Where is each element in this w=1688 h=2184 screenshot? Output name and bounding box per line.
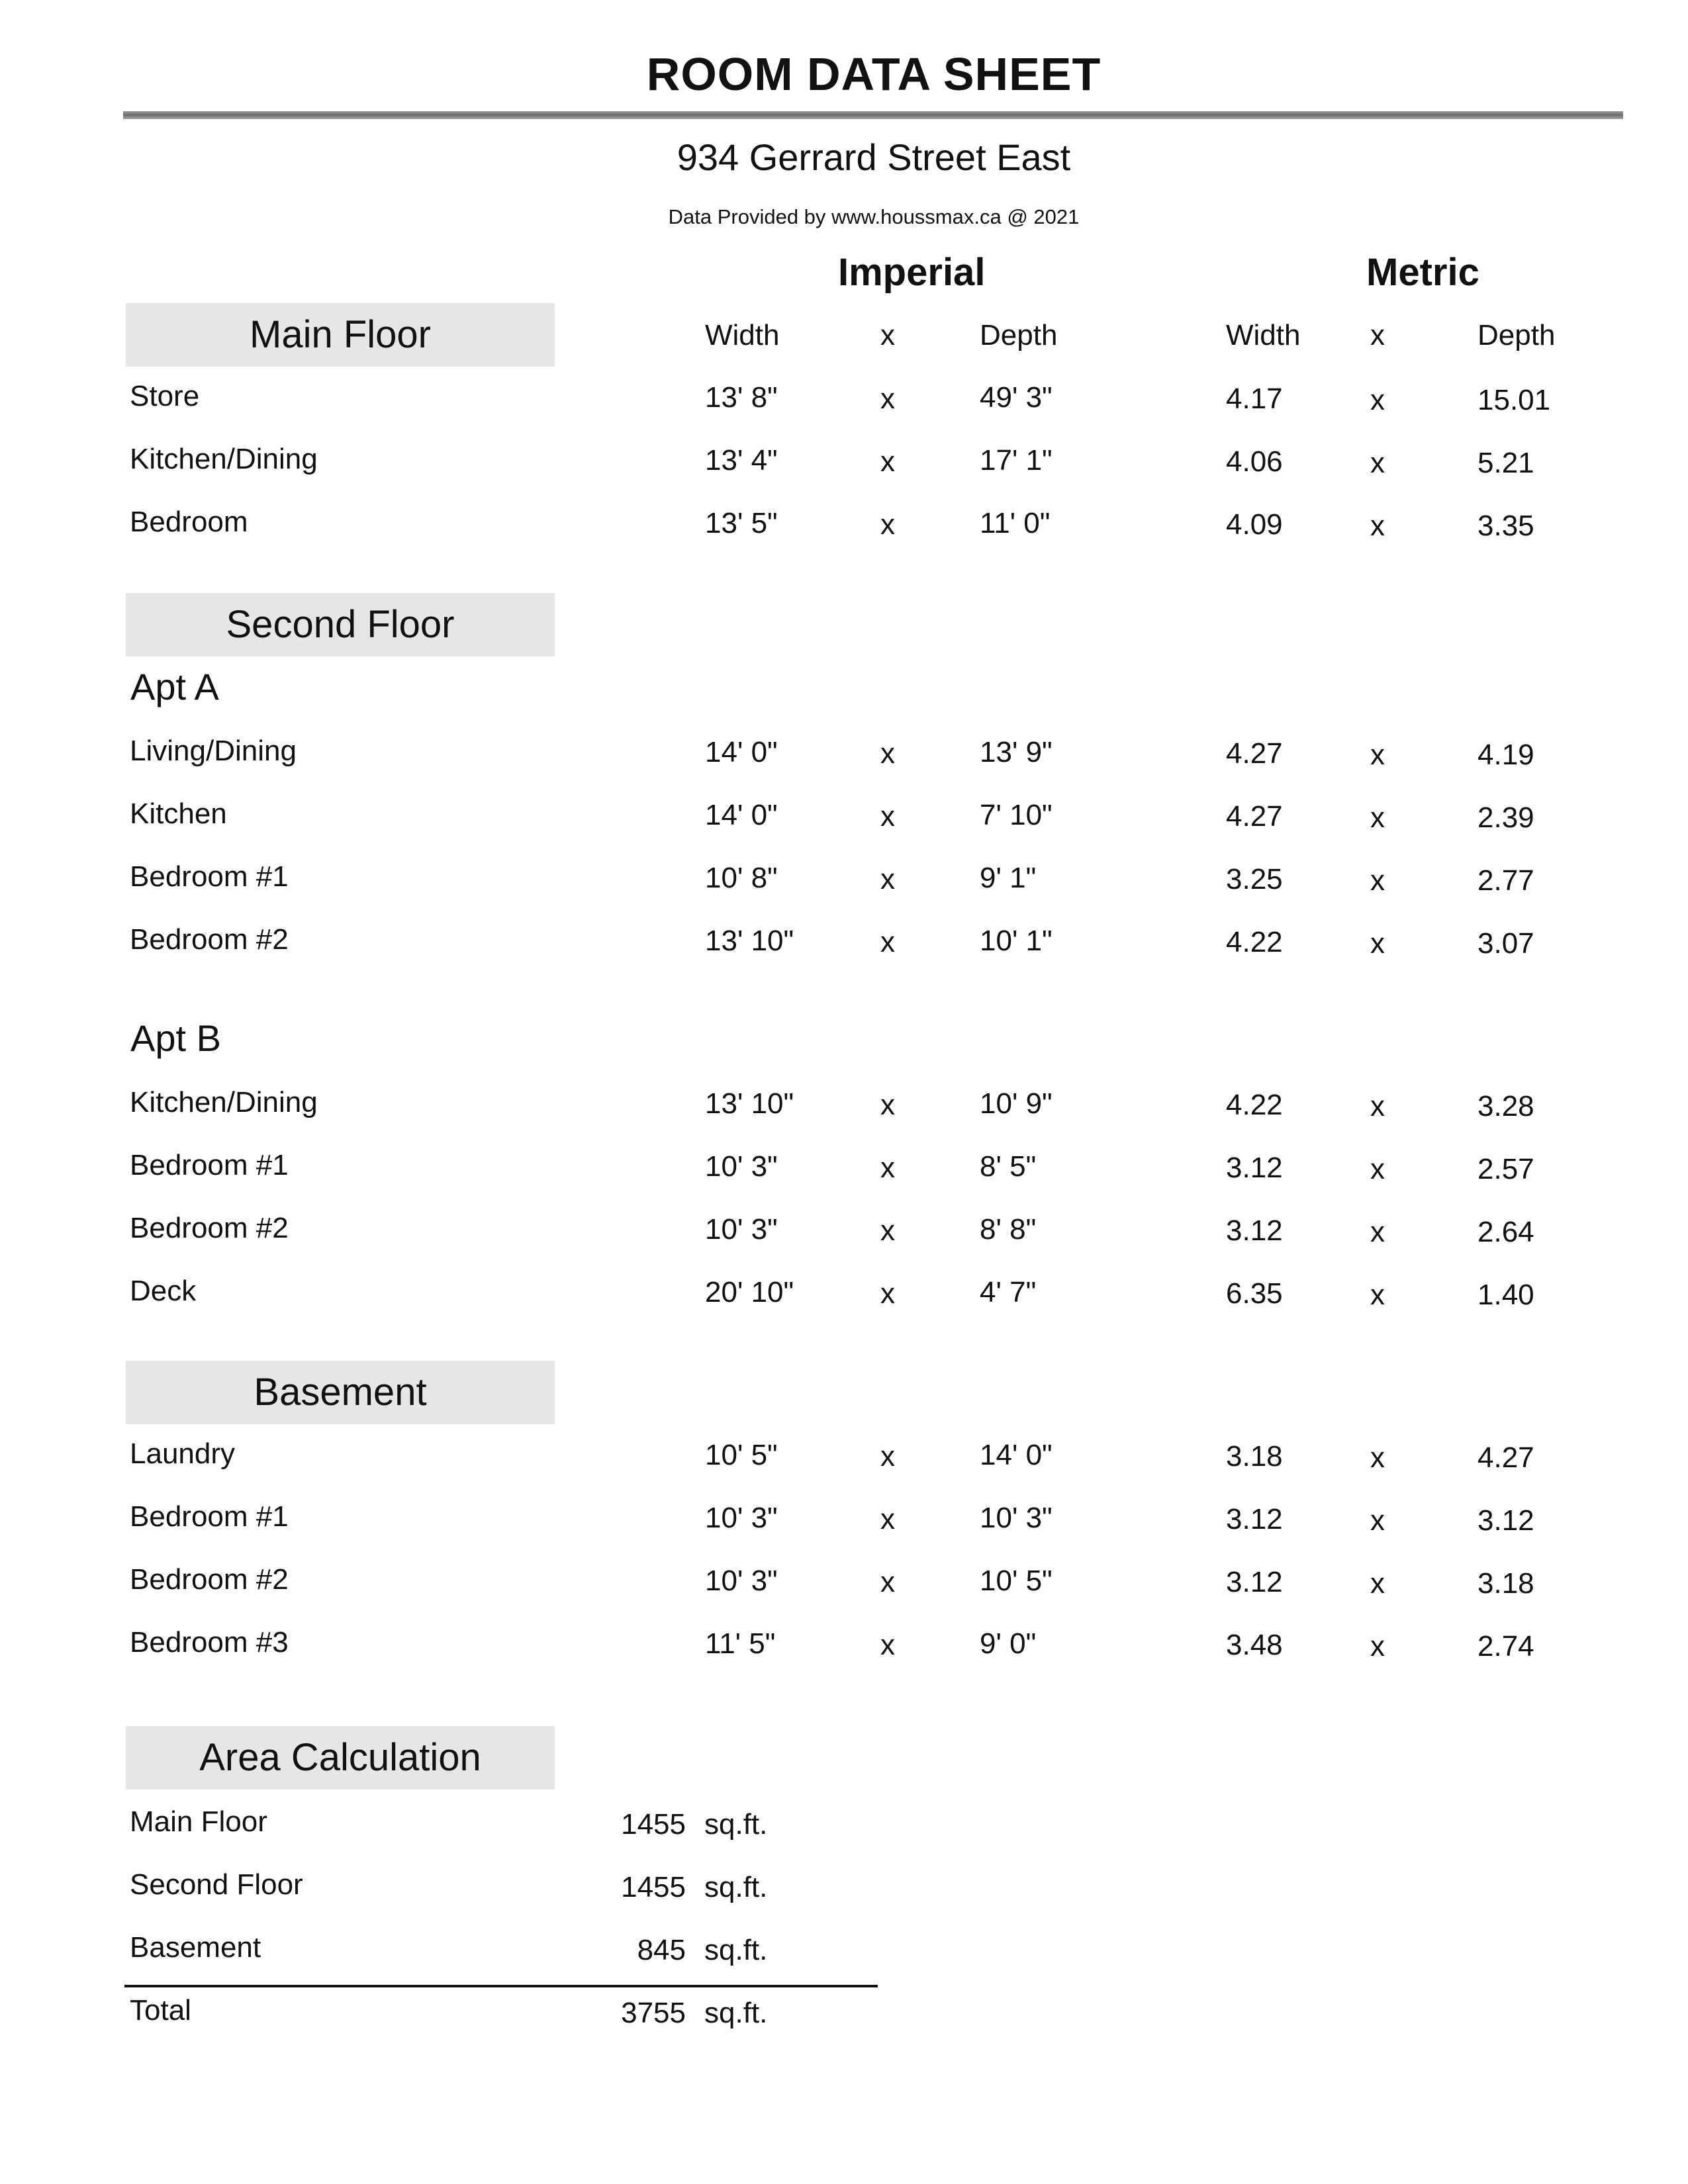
times-sign: x bbox=[1370, 1216, 1385, 1248]
imperial-width-value: 20' 10" bbox=[705, 1276, 794, 1308]
room-name: Kitchen/Dining bbox=[130, 443, 318, 475]
room-name: Deck bbox=[130, 1275, 197, 1307]
imperial-depth-value: 17' 1" bbox=[980, 444, 1053, 477]
metric-depth-header: Depth bbox=[1477, 319, 1556, 351]
metric-depth-value: 1.40 bbox=[1477, 1279, 1534, 1311]
times-sign: x bbox=[1370, 739, 1385, 771]
imperial-width-header: Width bbox=[705, 319, 780, 351]
room-name: Bedroom bbox=[130, 506, 248, 538]
metric-width-value: 4.22 bbox=[1226, 1089, 1283, 1121]
imperial-depth-value: 4' 7" bbox=[980, 1276, 1037, 1308]
imperial-width-value: 14' 0" bbox=[705, 799, 778, 831]
times-sign: x bbox=[1370, 1090, 1385, 1122]
metric-depth-value: 4.19 bbox=[1477, 739, 1534, 771]
imperial-depth-value: 49' 3" bbox=[980, 381, 1053, 414]
imperial-depth-value: 11' 0" bbox=[980, 507, 1051, 539]
metric-depth-value: 2.57 bbox=[1477, 1153, 1534, 1185]
imperial-width-value: 10' 3" bbox=[705, 1502, 778, 1534]
area-row-label: Second Floor bbox=[130, 1868, 303, 1901]
times-sign: x bbox=[1370, 1630, 1385, 1662]
imperial-depth-value: 13' 9" bbox=[980, 736, 1053, 768]
metric-width-value: 3.12 bbox=[1226, 1566, 1283, 1598]
metric-depth-value: 3.12 bbox=[1477, 1504, 1534, 1537]
times-sign: x bbox=[1370, 864, 1385, 897]
imperial-width-value: 14' 0" bbox=[705, 736, 778, 768]
metric-depth-value: 2.39 bbox=[1477, 801, 1534, 834]
metric-width-value: 4.06 bbox=[1226, 445, 1283, 478]
metric-width-value: 3.12 bbox=[1226, 1152, 1283, 1184]
area-total-unit: sq.ft. bbox=[704, 1997, 768, 2029]
metric-x-header: x bbox=[1370, 319, 1385, 351]
room-name: Bedroom #1 bbox=[130, 860, 289, 893]
metric-width-value: 4.09 bbox=[1226, 508, 1283, 541]
room-name: Store bbox=[130, 380, 200, 412]
imperial-depth-value: 10' 5" bbox=[980, 1565, 1053, 1597]
times-sign: x bbox=[1370, 1504, 1385, 1537]
metric-width-value: 3.18 bbox=[1226, 1440, 1283, 1473]
metric-depth-value: 4.27 bbox=[1477, 1441, 1534, 1474]
metric-depth-value: 3.07 bbox=[1477, 927, 1534, 960]
times-sign: x bbox=[880, 1152, 895, 1184]
room-name: Bedroom #1 bbox=[130, 1500, 289, 1533]
imperial-x-header: x bbox=[880, 319, 895, 351]
imperial-width-value: 13' 8" bbox=[705, 381, 778, 414]
imperial-width-value: 13' 10" bbox=[705, 925, 794, 957]
area-row-unit: sq.ft. bbox=[704, 1934, 768, 1966]
times-sign: x bbox=[1370, 510, 1385, 542]
times-sign: x bbox=[880, 1214, 895, 1247]
area-total-value: 3755 bbox=[621, 1997, 686, 2029]
area-row-value: 845 bbox=[637, 1934, 686, 1966]
times-sign: x bbox=[1370, 1153, 1385, 1185]
area-row-value: 1455 bbox=[621, 1871, 686, 1903]
room-name: Bedroom #2 bbox=[130, 1563, 289, 1596]
times-sign: x bbox=[1370, 1441, 1385, 1474]
metric-width-value: 6.35 bbox=[1226, 1277, 1283, 1310]
imperial-width-value: 10' 3" bbox=[705, 1565, 778, 1597]
room-name: Bedroom #2 bbox=[130, 923, 289, 956]
times-sign: x bbox=[880, 1629, 895, 1661]
times-sign: x bbox=[880, 1566, 895, 1598]
section-area-calculation: Area Calculation bbox=[126, 1726, 555, 1790]
metric-width-value: 4.22 bbox=[1226, 926, 1283, 958]
area-row-label: Basement bbox=[130, 1931, 261, 1964]
metric-depth-value: 3.28 bbox=[1477, 1090, 1534, 1122]
times-sign: x bbox=[1370, 801, 1385, 834]
imperial-depth-value: 10' 3" bbox=[980, 1502, 1053, 1534]
imperial-depth-value: 7' 10" bbox=[980, 799, 1053, 831]
imperial-depth-value: 10' 1" bbox=[980, 925, 1053, 957]
times-sign: x bbox=[880, 1089, 895, 1121]
imperial-width-value: 10' 3" bbox=[705, 1213, 778, 1246]
imperial-depth-value: 14' 0" bbox=[980, 1439, 1053, 1471]
times-sign: x bbox=[1370, 927, 1385, 960]
title-divider bbox=[123, 111, 1623, 119]
data-source-note: Data Provided by www.houssmax.ca @ 2021 bbox=[668, 205, 1080, 228]
times-sign: x bbox=[1370, 447, 1385, 479]
metric-depth-value: 3.35 bbox=[1477, 510, 1534, 542]
section-second-floor: Second Floor bbox=[126, 593, 555, 657]
metric-width-header: Width bbox=[1226, 319, 1301, 351]
times-sign: x bbox=[880, 800, 895, 833]
room-name: Living/Dining bbox=[130, 735, 297, 767]
apt-a-heading: Apt A bbox=[130, 666, 219, 707]
imperial-depth-value: 8' 8" bbox=[980, 1213, 1037, 1246]
area-total-label: Total bbox=[130, 1994, 191, 2026]
metric-heading: Metric bbox=[1366, 251, 1479, 294]
area-row-value: 1455 bbox=[621, 1808, 686, 1841]
imperial-width-value: 10' 8" bbox=[705, 862, 778, 894]
area-row-unit: sq.ft. bbox=[704, 1871, 768, 1903]
metric-depth-value: 3.18 bbox=[1477, 1567, 1534, 1600]
room-name: Kitchen/Dining bbox=[130, 1086, 318, 1118]
section-basement: Basement bbox=[126, 1361, 555, 1424]
times-sign: x bbox=[880, 383, 895, 415]
metric-width-value: 4.17 bbox=[1226, 383, 1283, 415]
metric-width-value: 3.48 bbox=[1226, 1629, 1283, 1661]
metric-depth-value: 5.21 bbox=[1477, 447, 1534, 479]
imperial-width-value: 10' 5" bbox=[705, 1439, 778, 1471]
metric-width-value: 3.12 bbox=[1226, 1503, 1283, 1535]
property-address: 934 Gerrard Street East bbox=[677, 136, 1071, 178]
imperial-depth-header: Depth bbox=[980, 319, 1058, 351]
room-name: Bedroom #1 bbox=[130, 1149, 289, 1181]
room-name: Laundry bbox=[130, 1437, 236, 1470]
imperial-heading: Imperial bbox=[838, 251, 986, 294]
metric-width-value: 3.12 bbox=[1226, 1214, 1283, 1247]
apt-b-heading: Apt B bbox=[130, 1017, 221, 1059]
metric-depth-value: 15.01 bbox=[1477, 384, 1551, 416]
times-sign: x bbox=[880, 1503, 895, 1535]
times-sign: x bbox=[1370, 384, 1385, 416]
area-row-label: Main Floor bbox=[130, 1805, 267, 1838]
room-name: Kitchen bbox=[130, 797, 227, 830]
imperial-depth-value: 9' 1" bbox=[980, 862, 1037, 894]
room-name: Bedroom #2 bbox=[130, 1212, 289, 1244]
imperial-width-value: 13' 5" bbox=[705, 507, 778, 539]
imperial-width-value: 13' 4" bbox=[705, 444, 778, 477]
times-sign: x bbox=[1370, 1279, 1385, 1311]
page-title: ROOM DATA SHEET bbox=[646, 48, 1102, 100]
metric-depth-value: 2.64 bbox=[1477, 1216, 1534, 1248]
imperial-depth-value: 10' 9" bbox=[980, 1087, 1053, 1120]
imperial-width-value: 10' 3" bbox=[705, 1150, 778, 1183]
times-sign: x bbox=[880, 445, 895, 478]
times-sign: x bbox=[880, 1277, 895, 1310]
times-sign: x bbox=[880, 508, 895, 541]
imperial-depth-value: 8' 5" bbox=[980, 1150, 1037, 1183]
imperial-width-value: 11' 5" bbox=[705, 1627, 776, 1660]
metric-width-value: 3.25 bbox=[1226, 863, 1283, 895]
times-sign: x bbox=[1370, 1567, 1385, 1600]
area-row-unit: sq.ft. bbox=[704, 1808, 768, 1841]
room-name: Bedroom #3 bbox=[130, 1626, 289, 1659]
metric-width-value: 4.27 bbox=[1226, 737, 1283, 770]
metric-width-value: 4.27 bbox=[1226, 800, 1283, 833]
metric-depth-value: 2.77 bbox=[1477, 864, 1534, 897]
times-sign: x bbox=[880, 737, 895, 770]
imperial-width-value: 13' 10" bbox=[705, 1087, 794, 1120]
metric-depth-value: 2.74 bbox=[1477, 1630, 1534, 1662]
section-main-floor: Main Floor bbox=[126, 303, 555, 367]
times-sign: x bbox=[880, 1440, 895, 1473]
total-divider bbox=[124, 1985, 878, 1987]
imperial-depth-value: 9' 0" bbox=[980, 1627, 1037, 1660]
times-sign: x bbox=[880, 926, 895, 958]
times-sign: x bbox=[880, 863, 895, 895]
